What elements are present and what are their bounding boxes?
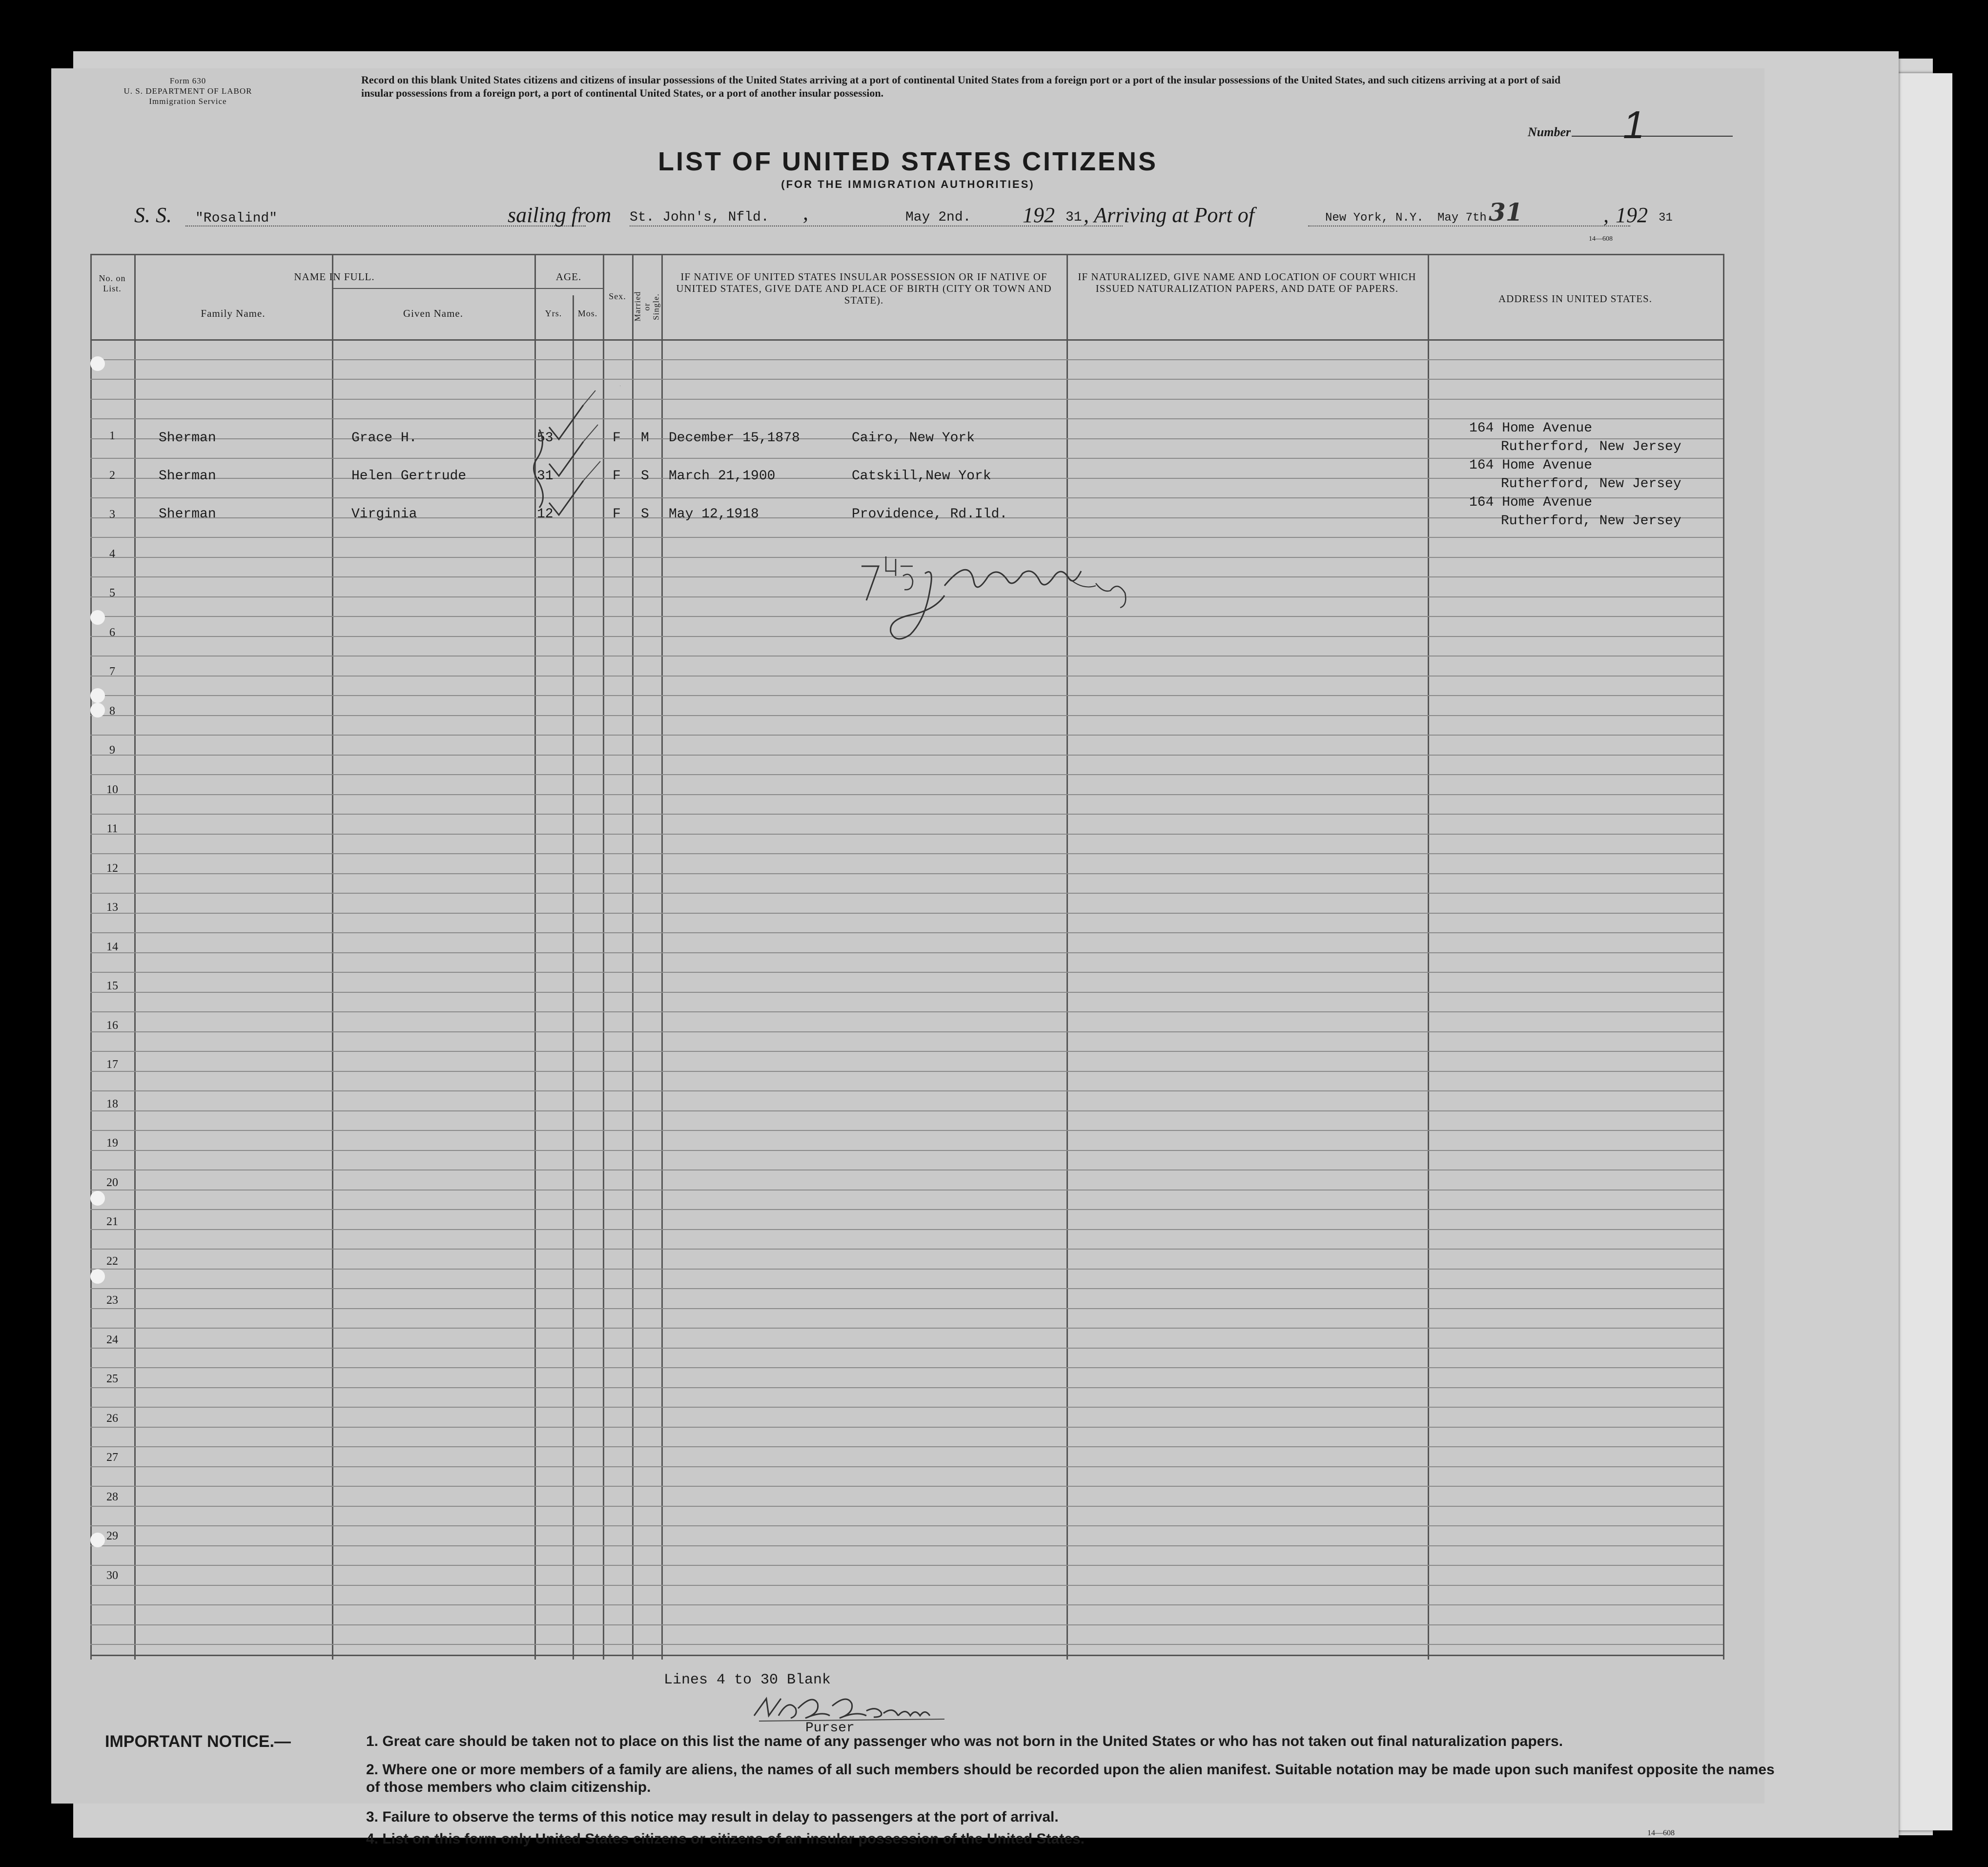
birth-date: May 12,1918 [669,507,759,522]
row-rule [90,676,1723,677]
departure-date: May 2nd. [905,210,971,225]
notice-item: 2. Where one or more members of a family are aliens, the names of all such members should be recorded upon the alien manifest. Suitable notation may be made upon such manifest opposite the names of those members who claim citizenship. [366,1762,1775,1795]
blank-lines-note: Lines 4 to 30 Blank [664,1672,831,1688]
arrival-date: May 7th [1437,211,1487,225]
row-number: 5 [109,587,115,599]
row-rule [90,1209,1723,1210]
row-number: 6 [109,626,115,639]
arrival-year-prefix: 192 [1616,203,1648,227]
sex: F [613,469,621,484]
sailing-label: sailing from [508,203,612,227]
row-number: 14 [106,940,118,953]
row-rule [90,1545,1723,1546]
record-instruction: Record on this blank United States citizens and citizens of insular possessions of the United States arriving at a port of continental United States from a foreign port or a port of the insular possessions of the United States, and such citizens arriving at a port of said insular possessions from a foreign port, a port of continental United States, or a port of another insular possession. [361,74,1561,99]
row-rule [90,1071,1723,1072]
birth-place: Providence, Rd.Ild. [852,507,1008,522]
row-rule [90,834,1723,835]
row-number: 29 [106,1530,118,1542]
header-married-single: Married or Single. [633,291,661,322]
marital-status: S [641,469,649,484]
header-name-in-full: NAME IN FULL. [294,271,375,283]
punch-hole [90,688,105,703]
notice-label: IMPORTANT NOTICE.— [105,1732,291,1751]
punch-hole [90,703,105,718]
row-number: 3 [109,508,115,521]
row-number: 18 [106,1097,118,1110]
page-title: LIST OF UNITED STATES CITIZENS [658,147,1158,176]
service-name: Immigration Service [149,97,227,106]
row-rule [90,537,1723,538]
row-rule [90,873,1723,874]
row-rule [90,715,1723,716]
row-rule [90,1308,1723,1309]
row-rule [90,1644,1723,1645]
row-number: 19 [106,1137,118,1149]
row-rule [90,932,1723,933]
row-rule [90,853,1723,854]
row-number: 1 [109,430,115,442]
row-number: 9 [109,744,115,757]
header-given-name: Given Name. [403,308,463,319]
row-rule [90,1446,1723,1447]
column-rule [134,254,136,1660]
punch-hole [90,1269,105,1284]
row-number: 12 [106,862,118,875]
row-number: 7 [109,665,115,678]
header-years: Yrs. [545,308,562,318]
header-address: ADDRESS IN UNITED STATES. [1498,293,1652,305]
header-age: AGE. [555,271,582,283]
row-rule [90,1229,1723,1230]
ss-label: S. S. [134,203,172,227]
address-line-2: Rutherford, New Jersey [1501,439,1681,454]
row-rule [90,379,1723,380]
row-rule [90,1367,1723,1368]
department-name: U. S. DEPARTMENT OF LABOR [123,86,252,96]
header-no-on-list: No. on List. [99,273,126,293]
row-number: 21 [106,1215,118,1228]
row-number: 2 [109,469,115,482]
row-rule [90,359,1723,360]
arriving-label: , Arriving at Port of [1084,203,1254,227]
sex: F [613,507,621,522]
row-number: 27 [106,1451,118,1464]
row-number: 20 [106,1176,118,1189]
age-years: 31 [537,469,553,484]
page-subtitle: (FOR THE IMMIGRATION AUTHORITIES) [781,178,1035,190]
passenger-table [90,254,1723,1660]
row-number: 15 [106,980,118,992]
row-rule [90,418,1723,419]
row-rule [90,893,1723,894]
header-sex: Sex. [609,291,626,301]
row-rule [90,1110,1723,1111]
punch-hole [90,610,105,625]
column-rule [1428,254,1429,1660]
punch-hole [90,1191,105,1206]
table-bottom-rule [90,1655,1723,1656]
sex: F [613,431,621,446]
row-rule [90,972,1723,973]
row-rule [90,735,1723,736]
departure-port: St. John's, Nfld. [630,210,769,225]
row-rule [90,1506,1723,1507]
departure-year-suffix: 31 [1066,210,1082,225]
arrival-year-suffix: 31 [1659,211,1673,225]
row-number: 22 [106,1254,118,1268]
row-rule [90,1624,1723,1625]
footer-code: 14—608 [1647,1829,1675,1837]
row-rule [90,1269,1723,1270]
family-name: Sherman [159,469,216,484]
row-rule [90,1031,1723,1032]
row-rule [90,1090,1723,1091]
row-rule [90,952,1723,953]
number-line [1572,136,1733,137]
notice-item: 1. Great care should be taken not to place on this list the name of any passenger who was not born in the United States or who has not taken out final naturalization papers. [366,1733,1563,1749]
row-number: 4 [109,547,115,560]
handwritten-checkmarks [520,386,676,542]
row-number: 24 [106,1333,118,1346]
citizen-list-form [51,68,1775,1847]
address-line-1: 164 Home Avenue [1469,495,1593,510]
column-rule [1066,254,1068,1660]
row-rule [90,755,1723,756]
row-rule [90,1427,1723,1428]
column-rule [1723,254,1724,1660]
notice-item: 3. Failure to observe the terms of this notice may result in delay to passengers at the port of arrival. [366,1809,1059,1825]
address-line-1: 164 Home Avenue [1469,458,1593,473]
notice-item: 4. List on this form only United States citizens or citizens of an insular possession of the United States. [366,1831,1085,1847]
header-bottom-rule [90,339,1723,341]
birth-place: Catskill,New York [852,469,991,484]
birth-place: Cairo, New York [852,431,975,446]
row-rule [90,1565,1723,1566]
number-label: Number [1528,125,1571,139]
row-rule [90,1387,1723,1388]
age-header-rule [534,288,603,289]
row-rule [90,1407,1723,1408]
row-rule [90,1525,1723,1526]
row-number: 25 [106,1373,118,1385]
given-name: Virginia [351,507,417,522]
row-rule [90,1486,1723,1487]
birth-date: December 15,1878 [669,431,800,446]
row-number: 28 [106,1490,118,1503]
row-number: 23 [106,1294,118,1307]
row-number: 17 [106,1058,118,1071]
header-naturalized: IF NATURALIZED, GIVE NAME AND LOCATION OF COURT WHICH ISSUED NATURALIZATION PAPERS, AND DATE OF PAPERS. [1078,271,1416,294]
list-number: 1 [1623,103,1645,146]
column-rule [332,254,333,1660]
marital-status: S [641,507,649,522]
row-rule [90,1328,1723,1329]
row-rule [90,1130,1723,1131]
address-line-2: Rutherford, New Jersey [1501,513,1681,529]
address-line-2: Rutherford, New Jersey [1501,476,1681,492]
given-name: Grace H. [351,431,417,446]
header-birth: IF NATIVE OF UNITED STATES INSULAR POSSESSION OR IF NATIVE OF UNITED STATES, GIVE DATE AND PLACE OF BIRTH (CITY OR TOWN AND STATE). [676,271,1052,306]
row-rule [90,1051,1723,1052]
family-name: Sherman [159,507,216,522]
marital-status: M [641,431,649,446]
row-number: 10 [106,783,118,796]
row-rule [90,1604,1723,1605]
row-number: 8 [109,704,115,718]
row-rule [90,1249,1723,1250]
row-number: 11 [106,822,118,835]
age-years: 12 [537,507,553,522]
punch-hole [90,1533,105,1547]
column-rule [90,254,92,1660]
comma: , [1603,203,1609,227]
form-identifier [100,76,276,106]
row-number: 30 [106,1569,118,1582]
row-rule [90,794,1723,795]
comma: , [803,201,808,225]
row-number: 13 [106,901,118,914]
punch-hole [90,356,105,371]
row-rule [90,1585,1723,1586]
handwritten-inspector-annotation [852,547,1154,659]
row-rule [90,913,1723,914]
small-code: 14—608 [1589,235,1613,243]
birth-date: March 21,1900 [669,469,776,484]
arrival-day-handwritten: 31 [1489,198,1523,226]
row-rule [90,774,1723,775]
row-number: 26 [106,1412,118,1425]
row-rule [90,1466,1723,1467]
departure-year-prefix: 192 [1023,203,1055,227]
family-name: Sherman [159,431,216,446]
row-rule [90,399,1723,400]
row-rule [90,1011,1723,1012]
address-line-1: 164 Home Avenue [1469,421,1593,436]
row-rule [90,1150,1723,1151]
given-name: Helen Gertrude [351,469,467,484]
row-rule [90,814,1723,815]
row-rule [90,1348,1723,1349]
header-family-name: Family Name. [201,308,266,319]
row-rule [90,992,1723,993]
ship-name: "Rosalind" [195,211,278,226]
row-rule [90,1169,1723,1170]
table-top-rule [90,254,1723,255]
age-years: 53 [537,431,553,446]
purser-label: Purser [805,1721,855,1736]
arrival-port: New York, N.Y. [1325,211,1424,225]
row-rule [90,1288,1723,1289]
form-number: Form 630 [169,76,206,85]
name-header-rule [332,288,534,289]
row-number: 16 [106,1019,118,1032]
row-rule [90,695,1723,696]
header-months: Mos. [577,308,598,318]
